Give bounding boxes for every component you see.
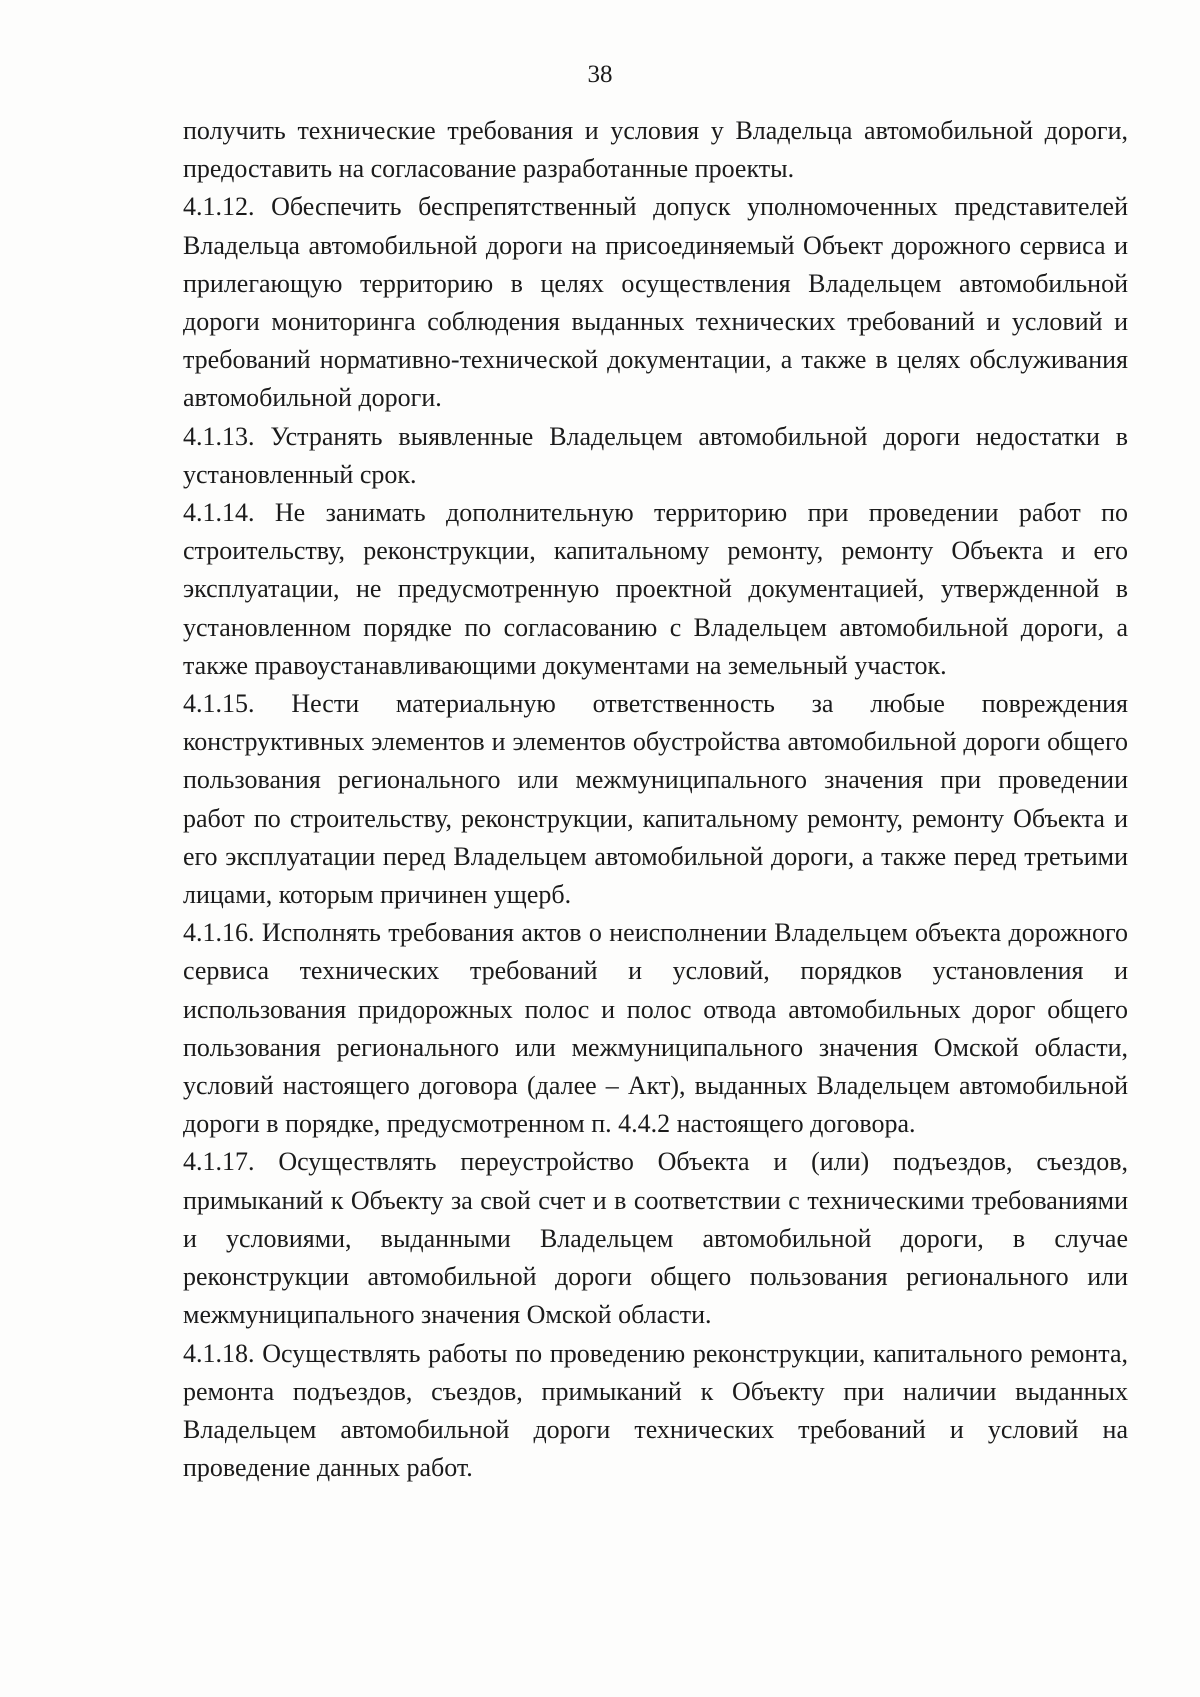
paragraph-4-1-17: 4.1.17. Осуществлять переустройство Объекта и (или) подъездов, съездов, примыканий к Объекту за свой счет и в соответствии с техническими требованиями и условиями, выданными Владельцем автомобильной дороги, в случае реконструкции автомобильной дороги общего пользования регионального или межмуниципального значения Омской области. [183,1147,1128,1330]
paragraph-4-1-14: 4.1.14. Не занимать дополнительную территорию при проведении работ по строительству, реконструкции, капитальному ремонту, ремонту Объекта и его эксплуатации, не предусмотренную проектной документацией, утвержденной в установленном порядке по согласованию с Владельцем автомобильной дороги, а также правоустанавливающими документами на земельный участок. [183,498,1128,680]
paragraph-4-1-13: 4.1.13. Устранять выявленные Владельцем автомобильной дороги недостатки в установленный срок. [183,421,1128,489]
paragraph-4-1-16: 4.1.16. Исполнять требования актов о неисполнении Владельцем объекта дорожного сервиса технических требований и условий, порядков установления и использования придорожных полос и полос отвода автомобильных дорог общего пользования регионального или межмуниципального значения Омской области, условий настоящего договора (далее – Акт), выданных Владельцем автомобильной дороги в порядке, предусмотренном п. 4.4.2 настоящего договора. [183,918,1128,1139]
paragraph-continuation: получить технические требования и условия у Владельца автомобильной дороги, предоставить на согласование разработанные проекты. [183,116,1128,184]
document-body [183,112,1128,1487]
paragraph-4-1-15: 4.1.15. Нести материальную ответственность за любые повреждения конструктивных элементов и элементов обустройства автомобильной дороги общего пользования регионального или межмуниципального значения при проведении работ по строительству, реконструкции, капитальному ремонту, ремонту Объекта и его эксплуатации перед Владельцем автомобильной дороги, а также перед третьими лицами, которым причинен ущерб. [183,689,1128,910]
paragraph-4-1-18: 4.1.18. Осуществлять работы по проведению реконструкции, капитального ремонта, ремонта подъездов, съездов, примыканий к Объекту при наличии выданных Владельцем автомобильной дороги технических требований и условий на проведение данных работ. [183,1338,1128,1483]
page-number: 38 [587,61,613,88]
paragraph-4-1-12: 4.1.12. Обеспечить беспрепятственный допуск уполномоченных представителей Владельца автомобильной дороги на присоединяемый Объект дорожного сервиса и прилегающую территорию в целях осуществления Владельцем автомобильной дороги мониторинга соблюдения выданных технических требований и условий и требований нормативно-технической документации, а также в целях обслуживания автомобильной дороги. [183,192,1128,413]
